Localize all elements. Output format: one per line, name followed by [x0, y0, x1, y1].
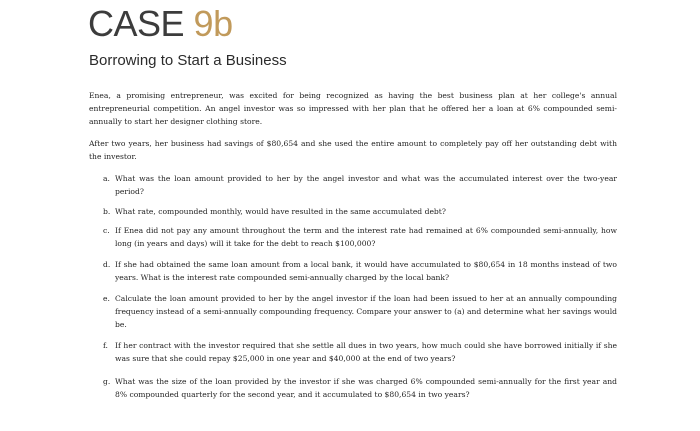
question-g	[103, 375, 617, 401]
question-b	[103, 205, 617, 218]
question-letter: b.	[103, 207, 111, 216]
question-text: If she had obtained the same loan amount from a local bank, it would have accumulated to $80,654 in 18 months instead of two years. What is the interest rate compounded semi-annually charged by the local bank?	[115, 260, 617, 283]
question-letter: f.	[103, 341, 108, 350]
question-d	[103, 258, 617, 284]
question-text: What was the size of the loan provided by the investor if she was charged 6% compounded semi-annually for the first year and 8% compounded quarterly for the second year, and it accumulated to $80,654 in two years?	[115, 377, 617, 400]
question-letter: e.	[103, 294, 110, 303]
savings-paragraph: After two years, her business had savings of $80,654 and she used the entire amount to completely pay off her outstanding debt with the investor.	[89, 139, 617, 162]
case-title-prefix: CASE	[88, 3, 194, 44]
question-text: Calculate the loan amount provided to her by the angel investor if the loan had been issued to her at an annually compounding frequency instead of a semi-annually compounding frequency. Compare your answer to (a) and determine what her savings would be.	[115, 294, 617, 330]
question-letter: g.	[103, 377, 111, 386]
question-letter: d.	[103, 260, 111, 269]
case-title-number: 9b	[193, 3, 233, 44]
question-text: What rate, compounded monthly, would have resulted in the same accumulated debt?	[115, 207, 446, 216]
case-subtitle: Borrowing to Start a Business	[89, 52, 287, 69]
question-text: What was the loan amount provided to her by the angel investor and what was the accumulated interest over the two-year period?	[115, 174, 617, 197]
question-c	[103, 224, 617, 250]
question-letter: a.	[103, 174, 110, 183]
question-letter: c.	[103, 226, 110, 235]
question-text: If Enea did not pay any amount throughout the term and the interest rate had remained at 6% compounded semi-annually, how long (in years and days) will it take for the debt to reach $100,000?	[115, 226, 617, 249]
question-f	[103, 339, 617, 365]
case-title	[88, 2, 233, 46]
question-a	[103, 172, 617, 198]
question-e	[103, 292, 617, 332]
question-text: If her contract with the investor required that she settle all dues in two years, how much could she have borrowed initially if she was sure that she could repay $25,000 in one year and $40,000 at the end of two years?	[115, 341, 617, 364]
intro-paragraph: Enea, a promising entrepreneur, was excited for being recognized as having the best business plan at her college's annual entrepreneurial competition. An angel investor was so impressed with her plan that he offered her a loan at 6% compounded semi-annually to start her designer clothing store.	[89, 91, 617, 127]
